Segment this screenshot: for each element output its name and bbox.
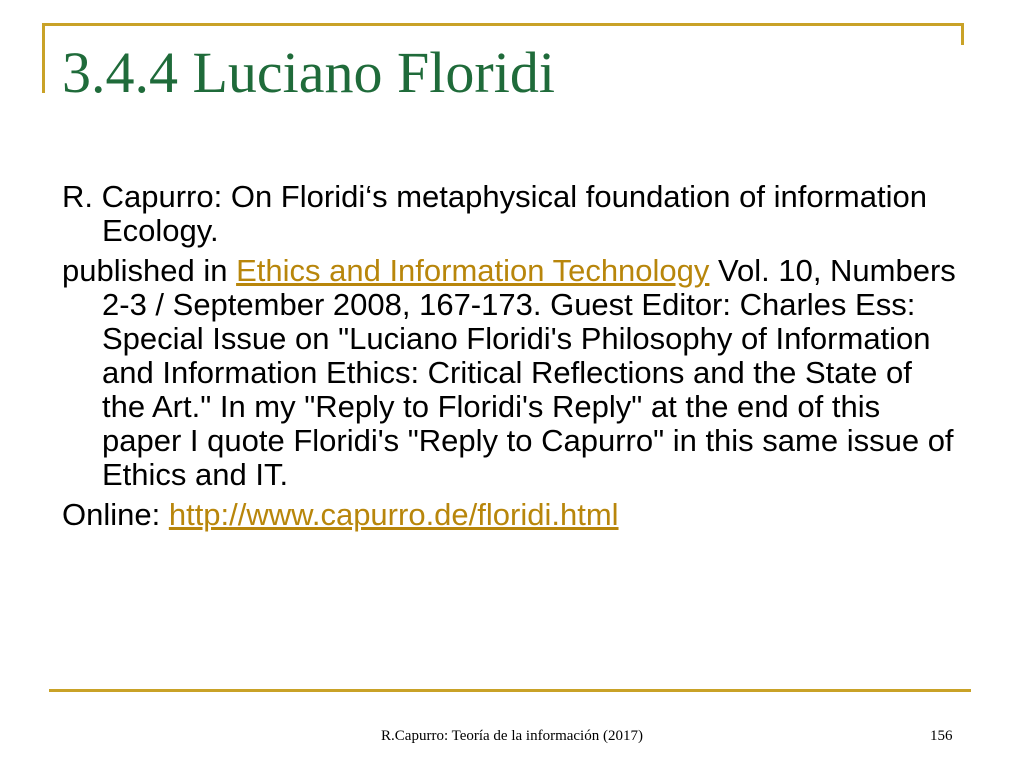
slide-body	[62, 180, 962, 538]
publication-details: Vol. 10, Numbers 2-3 / September 2008, 167-173. Guest Editor: Charles Ess: Special Issue on "Luciano Floridi's Philosophy of Information and Information Ethics: Critical Reflections and the State of the Art." In my "Reply to Floridi's Reply" at the end of this paper I quote Floridi's "Reply to Capurro" in this same issue of Ethics and IT.	[102, 253, 956, 492]
footer-rule	[49, 689, 971, 692]
footer-text: R.Capurro: Teoría de la información (2017)	[381, 728, 643, 744]
page-number: 156	[930, 728, 953, 744]
publication-paragraph	[62, 254, 962, 492]
online-url-link[interactable]: http://www.capurro.de/floridi.html	[168, 497, 619, 532]
frame-top-rule	[42, 23, 964, 26]
slide-title: 3.4.4 Luciano Floridi	[62, 40, 555, 105]
frame-left-rule	[42, 23, 45, 93]
online-prefix: Online:	[62, 497, 169, 532]
frame-right-rule	[961, 23, 964, 45]
publication-prefix: published in	[62, 253, 237, 288]
journal-link[interactable]: Ethics and Information Technology	[236, 253, 710, 288]
citation-paragraph: R. Capurro: On Floridi‘s metaphysical foundation of information Ecology.	[62, 179, 927, 248]
online-paragraph	[62, 498, 962, 532]
